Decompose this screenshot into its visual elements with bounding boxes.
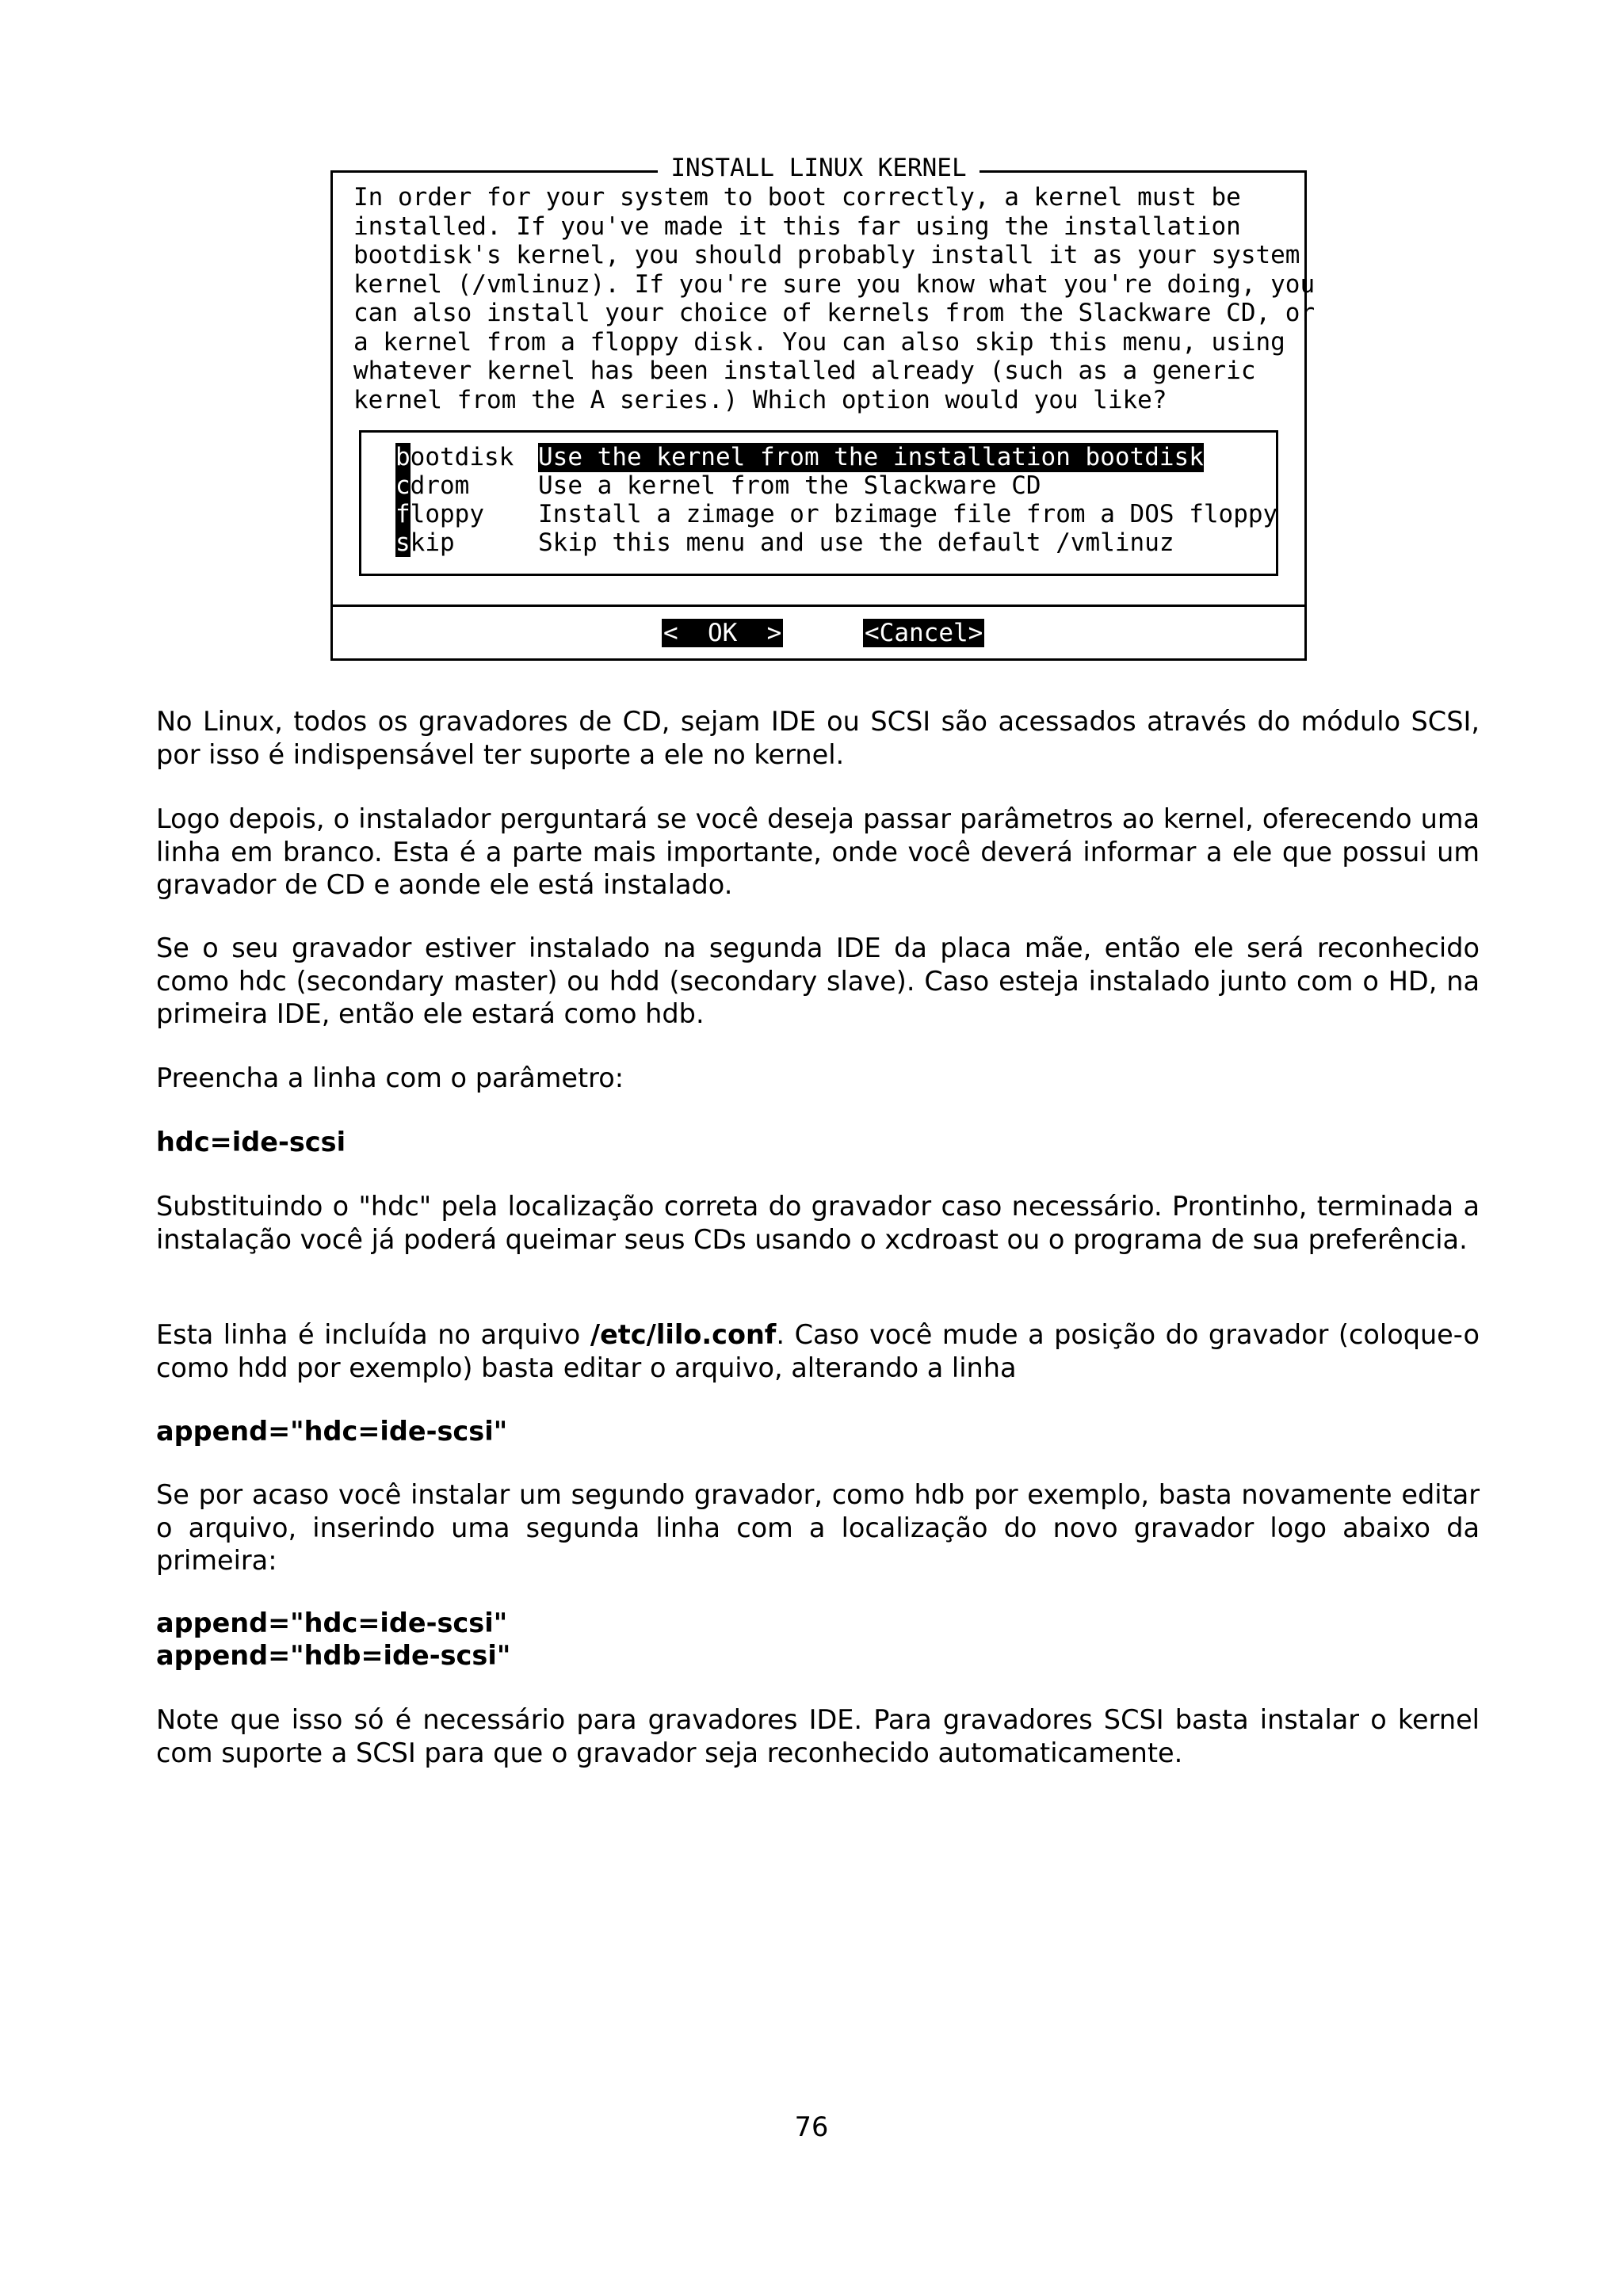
menu-description: Use the kernel from the installation bootdisk <box>538 443 1204 471</box>
doc-paragraph: Preencha a linha com o parâmetro: <box>156 1062 624 1093</box>
menu-tag: loppy <box>410 500 484 528</box>
menu-item-skip[interactable] <box>395 528 1174 557</box>
doc-paragraph: No Linux, todos os gravadores de CD, sejam IDE ou SCSI são acessados através do módulo SCSI, por isso é indispensável ter suporte a ele no kernel. <box>156 706 1480 770</box>
menu-tag: kip <box>410 528 455 557</box>
doc-paragraph: Substituindo o "hdc" pela localização correta do gravador caso necessário. Prontinho, terminada a instalação você já poderá queimar seus CDs usando o xcdroast ou o programa de sua preferência. <box>156 1191 1480 1255</box>
dialog-divider <box>333 605 1304 607</box>
menu-tag: ootdisk <box>410 443 514 471</box>
code-line: append="hdb=ide-scsi" <box>156 1640 511 1671</box>
code-line: append="hdc=ide-scsi" <box>156 1608 508 1638</box>
code-line: hdc=ide-scsi <box>156 1127 346 1158</box>
menu-description: Skip this menu and use the default /vmlinuz <box>538 528 1174 557</box>
file-path: /etc/lilo.conf <box>590 1319 777 1350</box>
menu-hotkey: b <box>395 443 411 471</box>
doc-paragraph: Esta linha é incluída no arquivo /etc/lilo.conf. Caso você mude a posição do gravador (coloque-o como hdd por exemplo) basta editar o arquivo, alterando a linha <box>156 1319 1480 1383</box>
code-line: append="hdc=ide-scsi" <box>156 1416 508 1447</box>
dialog-body-text: In order for your system to boot correctly, a kernel must be installed. If you've made it this far using the installation bootdisk's kernel, you should probably install it as your system kernel (/vmlinuz). If you're sure you know what you're doing, you can also install your choice of kernels from the Slackware CD, or a kernel from a floppy disk. You can also skip this menu, using whatever kernel has been installed already (such as a generic kernel from the A series.) Which option would you like? <box>353 183 1316 414</box>
doc-paragraph: Note que isso só é necessário para gravadores IDE. Para gravadores SCSI basta instalar o kernel com suporte a SCSI para que o gravador seja reconhecido automaticamente. <box>156 1704 1480 1768</box>
cancel-button[interactable]: <Cancel> <box>865 619 983 647</box>
doc-paragraph: Se por acaso você instalar um segundo gravador, como hdb por exemplo, basta novamente editar o arquivo, inserindo uma segunda linha com a localização do novo gravador logo abaixo da primeira: <box>156 1479 1480 1576</box>
menu-description: Install a zimage or bzimage file from a DOS floppy <box>538 500 1278 528</box>
menu-item-bootdisk[interactable] <box>395 443 1204 471</box>
install-kernel-dialog <box>330 154 1316 661</box>
menu-description: Use a kernel from the Slackware CD <box>538 471 1041 500</box>
menu-tag: drom <box>410 471 470 500</box>
kernel-menu <box>359 430 1278 576</box>
dialog-title: INSTALL LINUX KERNEL <box>333 154 1304 183</box>
menu-hotkey: f <box>395 500 411 528</box>
menu-item-cdrom[interactable] <box>395 471 1041 500</box>
doc-paragraph: Logo depois, o instalador perguntará se você deseja passar parâmetros ao kernel, oferecendo uma linha em branco. Esta é a parte mais importante, onde você deverá informar a ele que possui um gravador de CD e aonde ele está instalado. <box>156 803 1480 900</box>
doc-paragraph: Se o seu gravador estiver instalado na segunda IDE da placa mãe, então ele será reconhecido como hdc (secondary master) ou hdd (secondary slave). Caso esteja instalado junto com o HD, na primeira IDE, então ele estará como hdb. <box>156 933 1480 1029</box>
menu-item-floppy[interactable] <box>395 500 1277 528</box>
ok-button[interactable]: < OK > <box>663 619 782 647</box>
menu-hotkey: c <box>395 471 411 500</box>
menu-hotkey: s <box>395 528 411 557</box>
page-number: 76 <box>794 2111 829 2142</box>
